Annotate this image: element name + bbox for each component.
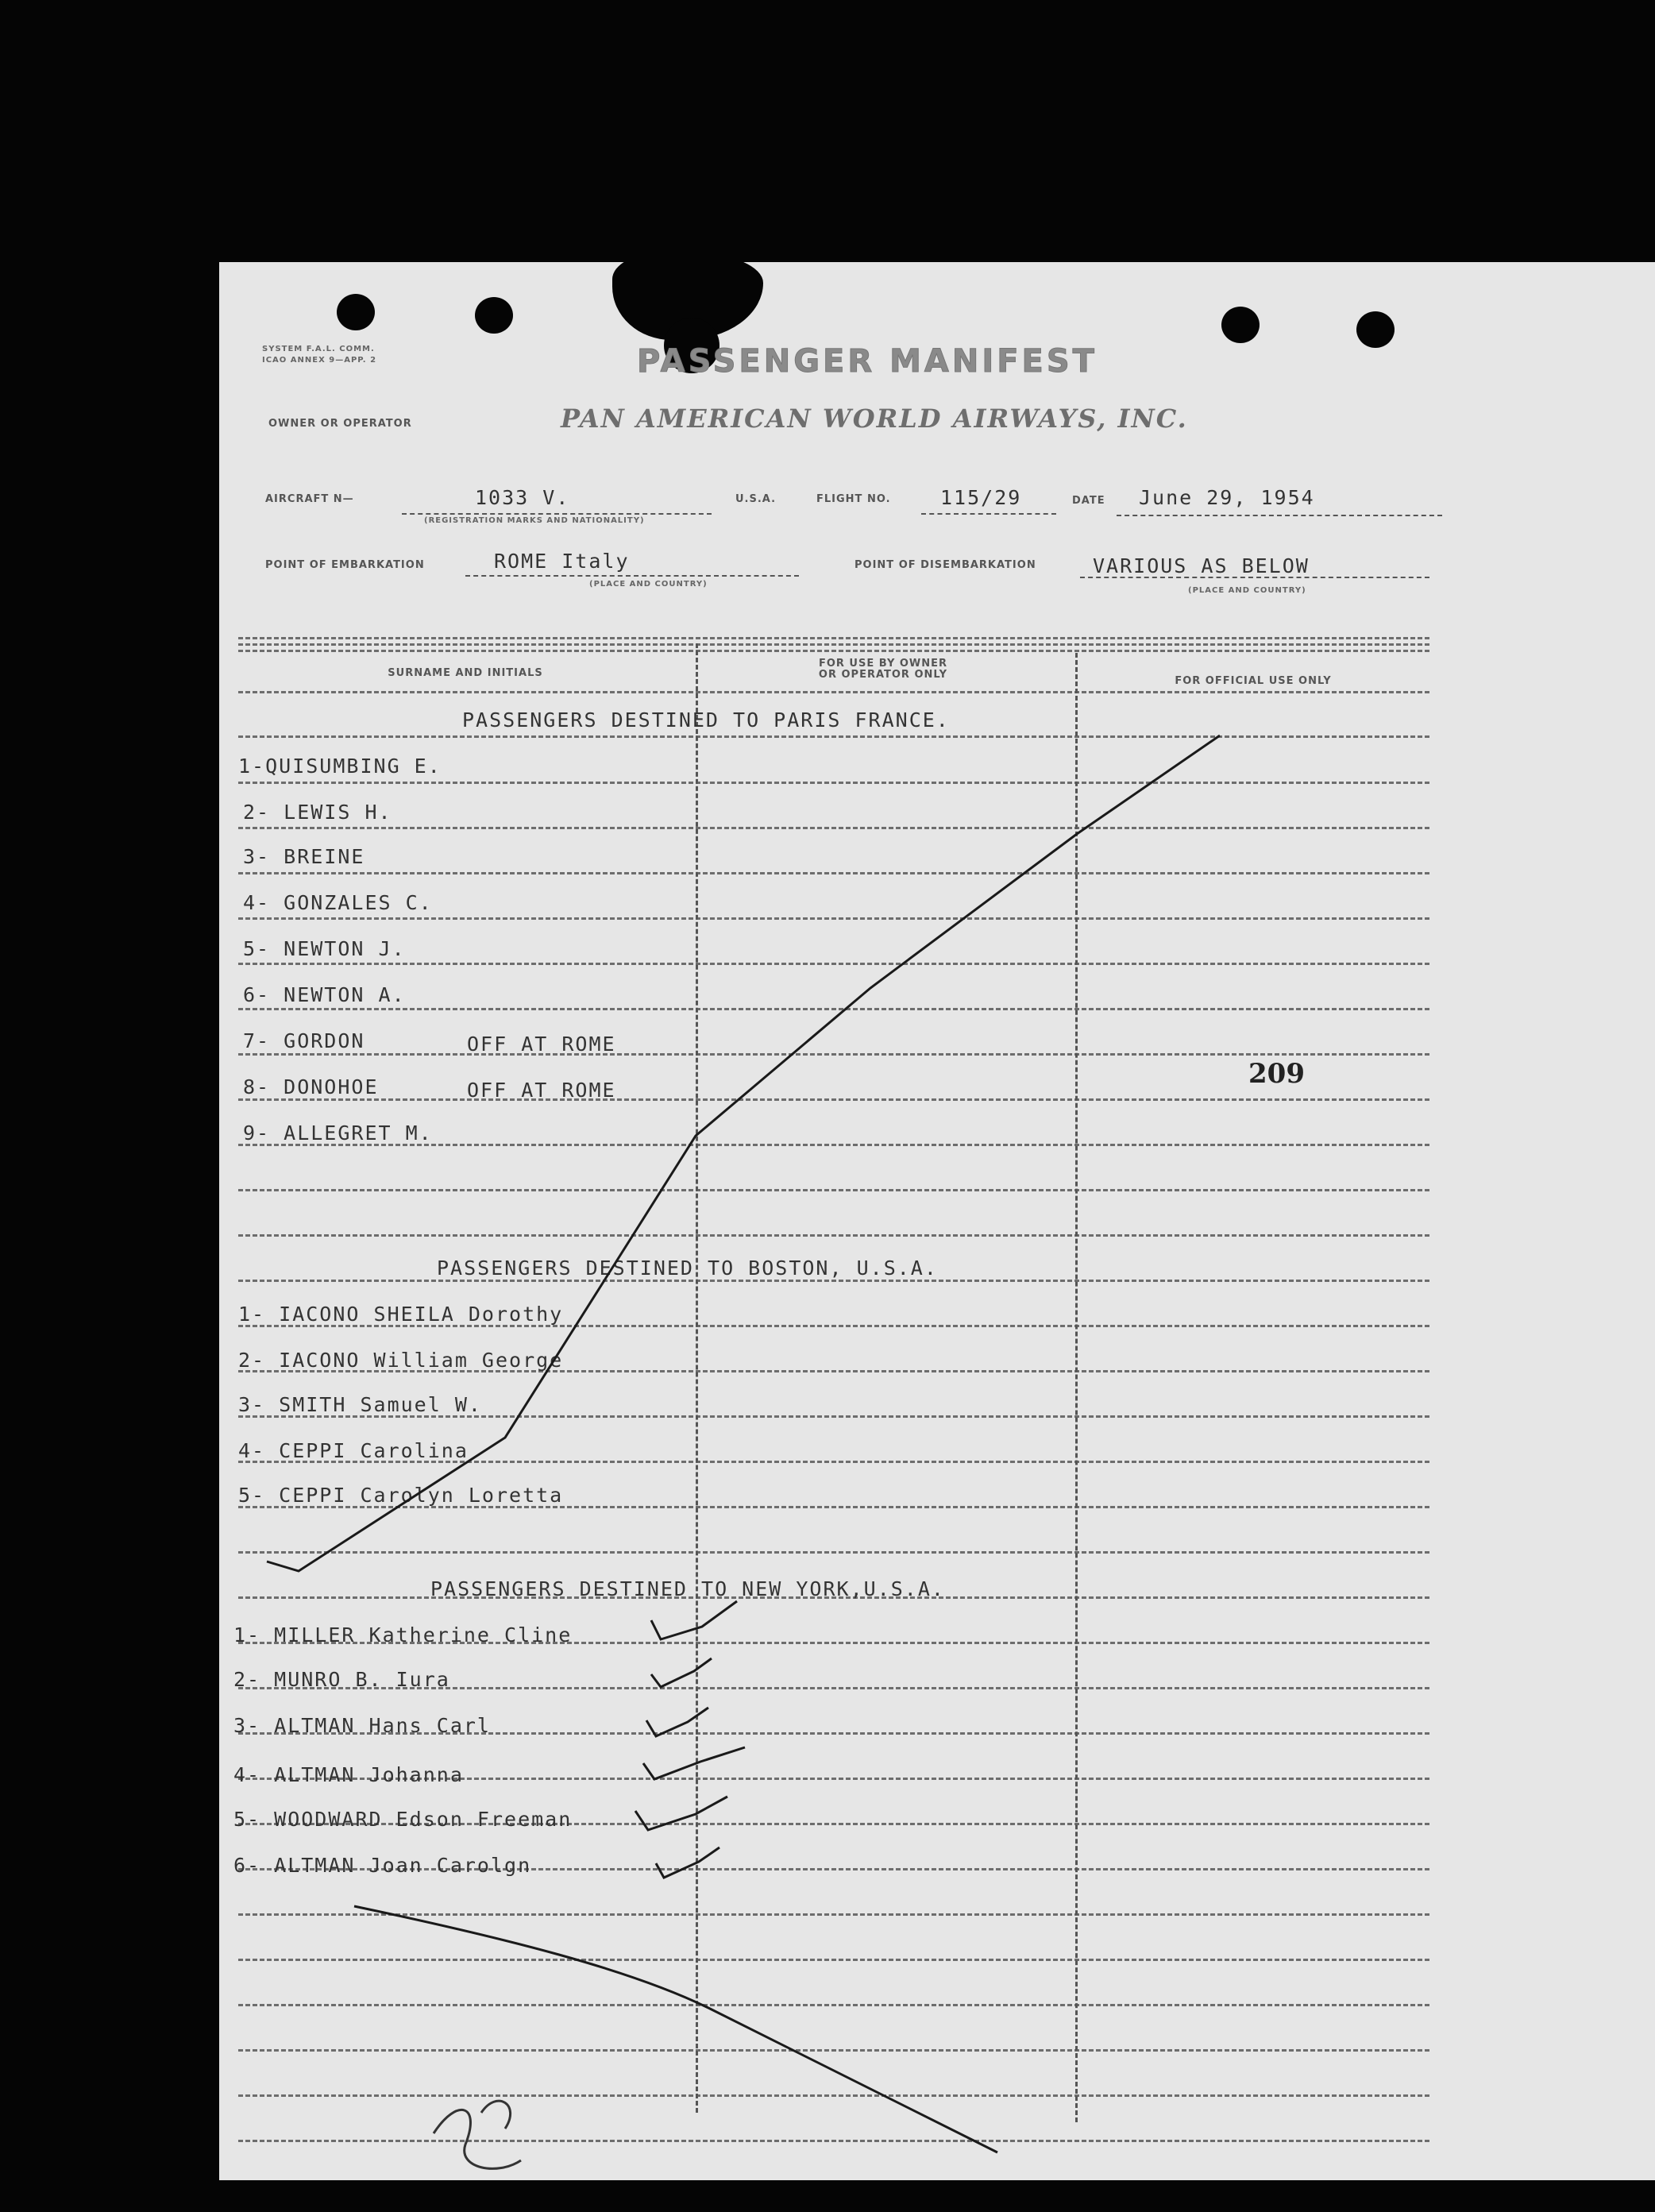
passenger-row: 8- DONOHOE	[243, 1075, 379, 1098]
section-heading-paris: PASSENGERS DESTINED TO PARIS FRANCE.	[462, 708, 950, 732]
disembarkation-label: POINT OF DISEMBARKATION	[855, 559, 1036, 571]
passenger-row: 2- IACONO William George	[238, 1349, 564, 1372]
strike-through-line	[267, 735, 1220, 1571]
form-reference-2: ICAO ANNEX 9—APP. 2	[262, 356, 377, 365]
passenger-row: 6- ALTMAN Joan Carolgn	[233, 1854, 532, 1877]
check-mark	[643, 1747, 745, 1779]
passenger-row: 9- ALLEGRET M.	[243, 1121, 433, 1145]
embarkation-label: POINT OF EMBARKATION	[265, 559, 425, 571]
aircraft-value: 1033 V.	[475, 486, 570, 509]
column-owner-use-2: OR OPERATOR ONLY	[818, 669, 948, 681]
passenger-row: 5- NEWTON J.	[243, 937, 406, 960]
passenger-row: 5- WOODWARD Edson Freeman	[233, 1808, 573, 1831]
check-mark	[646, 1708, 708, 1736]
column-official-use: FOR OFFICIAL USE ONLY	[1175, 675, 1332, 687]
passenger-row: 3- BREINE	[243, 845, 365, 868]
aircraft-label: AIRCRAFT N—	[265, 493, 354, 505]
date-value: June 29, 1954	[1139, 486, 1315, 509]
passenger-row: 4- CEPPI Carolina	[238, 1439, 469, 1462]
passenger-row: 4- ALTMAN Johanna	[233, 1763, 464, 1786]
passenger-row: 7- GORDON	[243, 1029, 365, 1052]
passenger-row: 1-QUISUMBING E.	[238, 755, 442, 778]
registration-caption: (REGISTRATION MARKS AND NATIONALITY)	[424, 516, 645, 525]
handwritten-marks	[219, 262, 1655, 2180]
flight-label: FLIGHT NO.	[816, 493, 891, 505]
flight-value: 115/29	[940, 486, 1022, 509]
passenger-row: 6- NEWTON A.	[243, 983, 406, 1006]
check-mark	[656, 1847, 719, 1878]
embarkation-value: ROME Italy	[494, 550, 630, 573]
embarkation-caption: (PLACE AND COUNTRY)	[589, 580, 708, 589]
passenger-row: 5- CEPPI Carolyn Loretta	[238, 1484, 564, 1507]
owner-label: OWNER OR OPERATOR	[268, 418, 412, 430]
manifest-page	[219, 262, 1655, 2180]
passenger-note: OFF AT ROME	[467, 1079, 616, 1102]
usa-label: U.S.A.	[735, 493, 777, 505]
passenger-row: 3- ALTMAN Hans Carl	[233, 1714, 491, 1737]
disembarkation-value: VARIOUS AS BELOW	[1093, 554, 1310, 577]
owner-value: PAN AMERICAN WORLD AIRWAYS, INC.	[561, 403, 1188, 434]
page-title: PASSENGER MANIFEST	[637, 343, 1098, 380]
date-label: DATE	[1072, 495, 1105, 507]
passenger-note: OFF AT ROME	[467, 1033, 616, 1056]
check-mark	[635, 1797, 727, 1830]
column-surname: SURNAME AND INITIALS	[388, 667, 543, 679]
passenger-row: 4- GONZALES C.	[243, 891, 433, 914]
passenger-row: 2- LEWIS H.	[243, 801, 392, 824]
initials-mark	[434, 2101, 521, 2168]
section-heading-boston: PASSENGERS DESTINED TO BOSTON, U.S.A.	[437, 1257, 938, 1280]
passenger-row: 2- MUNRO B. Iura	[233, 1668, 450, 1691]
passenger-row: 1- IACONO SHEILA Dorothy	[238, 1303, 564, 1326]
disembarkation-caption: (PLACE AND COUNTRY)	[1188, 586, 1306, 595]
column-owner-use-1: FOR USE BY OWNER	[818, 658, 948, 670]
form-reference-1: SYSTEM F.A.L. COMM.	[262, 345, 375, 353]
section-heading-new-york: PASSENGERS DESTINED TO NEW YORK,U.S.A.	[430, 1577, 945, 1600]
passenger-row: 1- MILLER Katherine Cline	[233, 1623, 573, 1646]
check-mark	[651, 1601, 737, 1639]
passenger-row: 3- SMITH Samuel W.	[238, 1393, 482, 1416]
check-mark	[651, 1658, 712, 1687]
official-number: 209	[1248, 1058, 1305, 1090]
